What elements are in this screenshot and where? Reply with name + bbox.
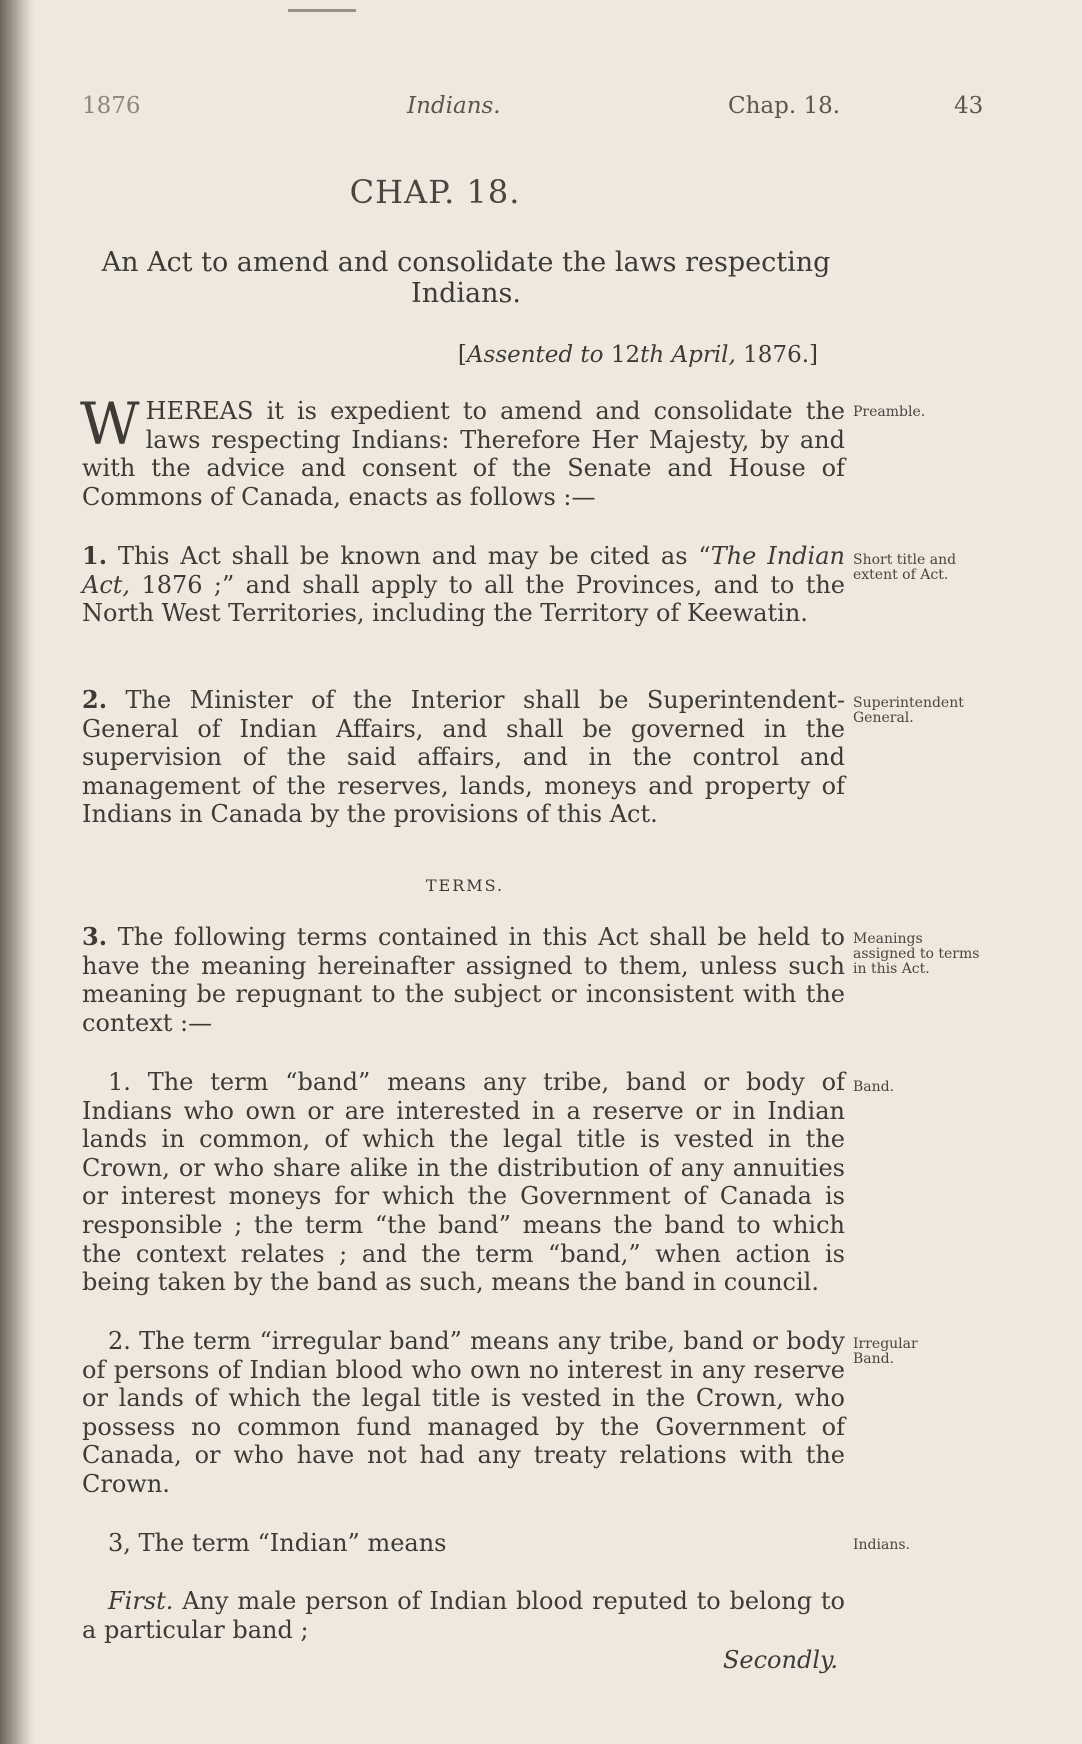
chapter-title: CHAP. 18. — [349, 173, 521, 211]
page-number: 43 — [954, 93, 984, 119]
catchword: Secondly. — [722, 1646, 838, 1674]
section-3-text: The following terms contained in this Act shall be held to have the meaning hereinafter assigned to them, unless such meaning be repugnant to the subject or inconsistent with the context :— — [82, 923, 845, 1037]
margin-note-superintendent: Superintendent General. — [853, 695, 964, 726]
terms-heading: TERMS. — [425, 876, 505, 895]
section-1-text-before: This Act shall be known and may be cited as “ — [117, 542, 711, 570]
section-1 — [82, 542, 845, 628]
preamble-paragraph — [80, 390, 845, 511]
section-3 — [82, 923, 845, 1037]
drop-cap: W — [80, 390, 140, 458]
section-3-number: 3. — [82, 922, 108, 951]
margin-note-meanings: Meanings assigned to terms in this Act. — [853, 931, 980, 977]
running-header-year: 1876 — [82, 93, 141, 119]
act-title: An Act to amend and consolidate the laws respecting Indians. — [101, 247, 831, 309]
term-band: 1. The term “band” means any tribe, band or body of Indians who own or are interested in a reserve or in Indian lands in common, of which the legal title is vested in the Crown, or who share alike in the distribution of any annuities or interest moneys for which the Government of Canada is responsible ; the term “the band” means the band to which the context relates ; and the term “band,” when action is being taken by the band as such, means the band in council. — [82, 1068, 845, 1297]
first-clause — [82, 1587, 845, 1644]
section-1-short-title: The Indian Act, — [82, 542, 845, 599]
section-1-number: 1. — [82, 541, 108, 570]
margin-note-band: Band. — [853, 1079, 895, 1095]
margin-note-indians: Indians. — [853, 1537, 910, 1553]
section-2-number: 2. — [82, 685, 108, 714]
section-2-text: The Minister of the Interior shall be Superintendent-General of Indian Affairs, and shall be governed in the supervision of the said affairs, and in the control and management of the reserves, lands, moneys and property of Indians in Canada by the provisions of this Act. — [82, 686, 845, 829]
first-label: First. — [108, 1587, 174, 1615]
section-1-text-after: 1876 ;” and shall apply to all the Provinces, and to the North West Territories, including the Territory of Keewatin. — [82, 570, 845, 628]
assent-year: 1876.] — [743, 342, 818, 368]
margin-note-irregular-band: Irregular Band. — [853, 1336, 918, 1367]
section-2 — [82, 686, 845, 829]
assent-open: [ — [457, 342, 467, 368]
first-text: Any male person of Indian blood reputed to belong to a particular band ; — [82, 1587, 845, 1644]
page-spine-shadow — [0, 0, 34, 1744]
preamble-text: HEREAS it is expedient to amend and consolidate the laws respecting Indians: Therefore Her Majesty, by and with the advice and consent of the Senate and House of Commons of Canada, enacts as follows :— — [82, 397, 845, 511]
margin-note-preamble: Preamble. — [853, 404, 926, 420]
assent-day: 12 — [610, 342, 641, 368]
assent-italic: Assented to — [466, 342, 604, 368]
assent-month: April, — [671, 342, 736, 368]
running-header-chapter: Chap. 18. — [728, 93, 841, 119]
term-irregular-band: 2. The term “irregular band” means any tribe, band or body of persons of Indian blood who own no interest in any reserve or lands of which the legal title is vested in the Crown, who possess no common fund managed by the Government of Canada, or who have not had any treaty relations with the Crown. — [82, 1327, 845, 1498]
margin-note-short-title: Short title and extent of Act. — [853, 552, 957, 583]
assent-line — [0, 342, 818, 368]
assent-day-suffix: th — [640, 342, 665, 368]
term-indian: 3, The term “Indian” means — [108, 1529, 447, 1557]
running-header-title: Indians. — [407, 93, 501, 119]
top-rule-mark — [288, 9, 356, 12]
